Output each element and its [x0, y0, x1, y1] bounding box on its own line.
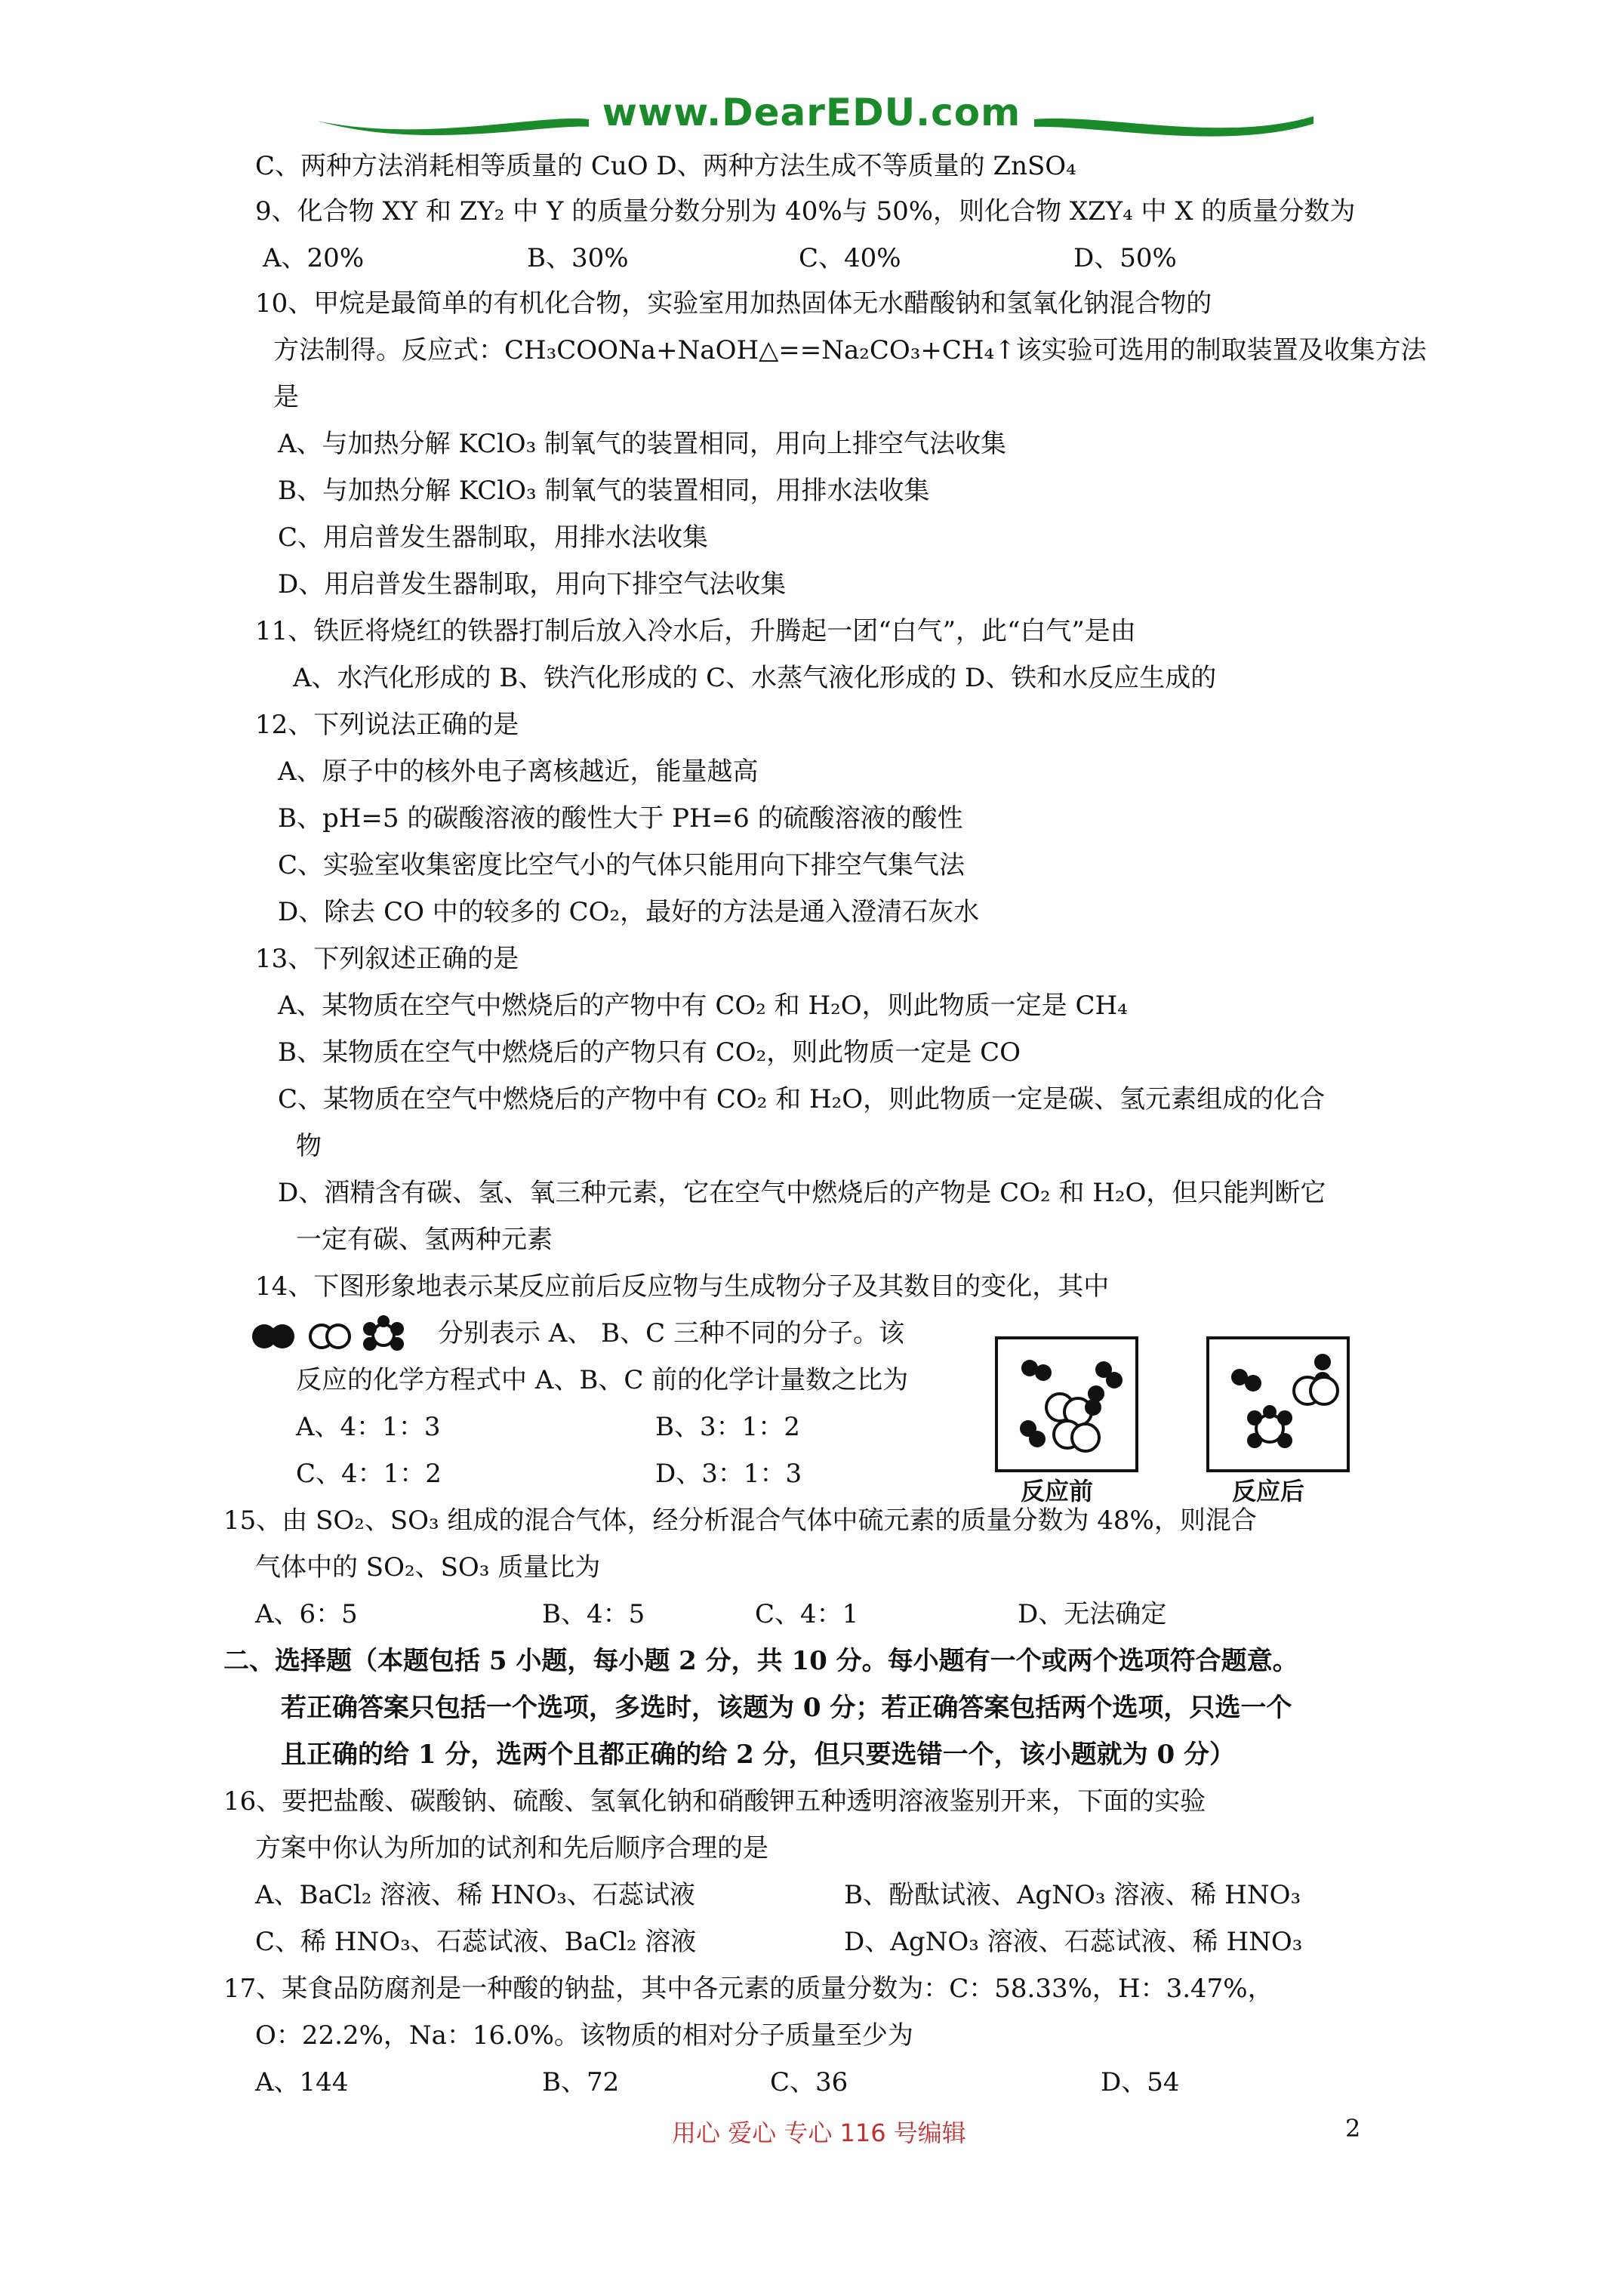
question-17: 17、某食品防腐剂是一种酸的钠盐，其中各元素的质量分数为：C：58.33%，H：3.47%， [223, 1974, 1273, 2004]
molecule-diagram-icon [1209, 1339, 1347, 1469]
option-a: A、BaCl₂ 溶液、稀 HNO₃、石蕊试液 [255, 1880, 695, 1910]
option-b: B、某物质在空气中燃烧后的产物只有 CO₂，则此物质一定是 CO [278, 1037, 1021, 1068]
option-a: A、某物质在空气中燃烧后的产物中有 CO₂ 和 H₂O，则此物质一定是 CH₄ [278, 991, 1128, 1021]
footer-note: 用心 爱心 专心 116 号编辑 [672, 2119, 966, 2147]
option-a: A、原子中的核外电子离核越近，能量越高 [278, 757, 759, 787]
option-c: C、36 [770, 2067, 848, 2097]
option-c: C、用启普发生器制取，用排水法收集 [278, 522, 709, 553]
option-a: A、20% [263, 243, 365, 273]
text-line: 一定有碳、氢两种元素 [296, 1225, 553, 1255]
after-label: 反应后 [1232, 1477, 1305, 1505]
text-line: 是 [273, 382, 299, 412]
option-a: A、与加热分解 KClO₃ 制氧气的装置相同，用向上排空气法收集 [278, 429, 1007, 459]
section-instructions: 若正确答案只包括一个选项，多选时，该题为 0 分；若正确答案包括两个选项，只选一个 [281, 1693, 1292, 1723]
option-d: D、50% [1073, 243, 1177, 273]
text-line: 物 [296, 1131, 322, 1161]
question-10: 10、甲烷是最简单的有机化合物，实验室用加热固体无水醋酸钠和氢氧化钠混合物的 [255, 288, 1212, 319]
option-c: C、实验室收集密度比空气小的气体只能用向下排空气集气法 [278, 850, 965, 880]
text-line: 分别表示 A、 B、C 三种不同的分子。该 [438, 1318, 904, 1348]
text-line: 方案中你认为所加的试剂和先后顺序合理的是 [255, 1833, 768, 1863]
option-c: C、某物质在空气中燃烧后的产物中有 CO₂ 和 H₂O，则此物质一定是碳、氢元素组成的化合 [278, 1084, 1326, 1114]
option-d: D、除去 CO 中的较多的 CO₂，最好的方法是通入澄清石灰水 [278, 897, 980, 927]
option-a: A、144 [255, 2067, 349, 2097]
section-heading: 二、选择题（本题包括 5 小题，每小题 2 分，共 10 分。每小题有一个或两个选项符合题意。 [223, 1646, 1298, 1676]
text-line: O：22.2%，Na：16.0%。该物质的相对分子质量至少为 [255, 2020, 913, 2051]
text-line: 方法制得。反应式：CH₃COONa+NaOH△==Na₂CO₃+CH₄↑该实验可选用的制取装置及收集方法 [273, 335, 1427, 365]
molecule-legend-icon [248, 1312, 429, 1358]
text-line: 反应的化学方程式中 A、B、C 前的化学计量数之比为 [296, 1365, 909, 1395]
option-d: D、AgNO₃ 溶液、石蕊试液、稀 HNO₃ [844, 1927, 1303, 1957]
option-b: B、30% [527, 243, 629, 273]
option-b: B、3：1：2 [655, 1412, 800, 1442]
page-number: 2 [1345, 2114, 1361, 2143]
option-b: B、酚酞试液、AgNO₃ 溶液、稀 HNO₃ [844, 1880, 1301, 1910]
question-14: 14、下图形象地表示某反应前后反应物与生成物分子及其数目的变化，其中 [255, 1271, 1110, 1302]
question-9: 9、化合物 XY 和 ZY₂ 中 Y 的质量分数分别为 40%与 50%，则化合物 XZY₄ 中 X 的质量分数为 [255, 196, 1356, 227]
molecule-diagram-icon [998, 1339, 1135, 1469]
section-instructions: 且正确的给 1 分，选两个且都正确的给 2 分，但只要选错一个，该小题就为 0 分） [281, 1740, 1235, 1770]
option-c: C、4：1 [755, 1599, 859, 1629]
option-d: D、酒精含有碳、氢、氧三种元素，它在空气中燃烧后的产物是 CO₂ 和 H₂O，但只能判断它 [278, 1178, 1326, 1208]
text-line: 气体中的 SO₂、SO₃ 质量比为 [255, 1552, 601, 1583]
option-c: C、稀 HNO₃、石蕊试液、BaCl₂ 溶液 [255, 1927, 697, 1957]
option-b: B、pH=5 的碳酸溶液的酸性大于 PH=6 的硫酸溶液的酸性 [278, 803, 963, 834]
option-b: B、72 [542, 2067, 620, 2097]
question-11: 11、铁匠将烧红的铁器打制后放入冷水后，升腾起一团“白气”，此“白气”是由 [255, 616, 1136, 646]
question-13: 13、下列叙述正确的是 [255, 944, 519, 974]
option-d: D、用启普发生器制取，用向下排空气法收集 [278, 569, 787, 599]
brand-logo[interactable]: www.DearEDU.com [602, 91, 1021, 134]
option-d: D、无法确定 [1018, 1599, 1167, 1629]
option-c: C、40% [799, 243, 901, 273]
after-reaction-box [1206, 1336, 1350, 1472]
option-b: B、与加热分解 KClO₃ 制氧气的装置相同，用排水法收集 [278, 476, 930, 506]
before-label: 反应前 [1021, 1477, 1094, 1505]
option-a: A、6：5 [255, 1599, 358, 1629]
options-line: A、水汽化形成的 B、铁汽化形成的 C、水蒸气液化形成的 D、铁和水反应生成的 [293, 663, 1217, 693]
option-b: B、4：5 [542, 1599, 645, 1629]
before-reaction-box [995, 1336, 1138, 1472]
question-15: 15、由 SO₂、SO₃ 组成的混合气体，经分析混合气体中硫元素的质量分数为 48%，则混合 [223, 1505, 1257, 1536]
question-16: 16、要把盐酸、碳酸钠、硫酸、氢氧化钠和硝酸钾五种透明溶液鉴别开来，下面的实验 [223, 1786, 1206, 1817]
option-c: C、4：1：2 [296, 1459, 442, 1489]
text-line: C、两种方法消耗相等质量的 CuO D、两种方法生成不等质量的 ZnSO₄ [255, 151, 1076, 181]
option-d: D、3：1：3 [655, 1459, 802, 1489]
option-a: A、4：1：3 [296, 1412, 441, 1442]
option-d: D、54 [1101, 2067, 1180, 2097]
question-12: 12、下列说法正确的是 [255, 710, 519, 740]
